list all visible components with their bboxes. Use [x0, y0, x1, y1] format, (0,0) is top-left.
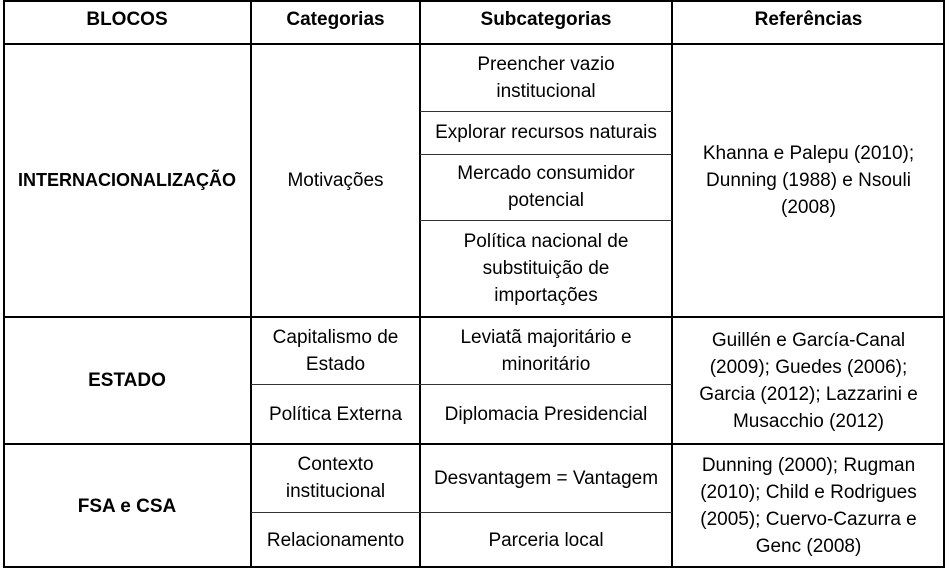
subrow-divider — [251, 512, 672, 513]
subcategory-preencher-vazio: Preencher vazio institucional — [477, 53, 615, 102]
block-estado: ESTADO — [88, 370, 166, 391]
column-divider — [250, 0, 252, 568]
category-contexto-institucional: Contexto institucional — [285, 454, 386, 502]
header-categorias: Categorias — [286, 9, 385, 30]
category-motivacoes: Motivações — [287, 170, 384, 191]
header-blocos: BLOCOS — [86, 9, 168, 30]
subcategory-desvantagem-vantagem: Desvantagem = Vantagem — [433, 467, 659, 489]
row-divider — [3, 43, 945, 45]
row-divider — [3, 443, 945, 445]
header-referencias: Referências — [754, 9, 863, 30]
references-table — [3, 0, 945, 568]
subrow-divider — [420, 220, 672, 221]
subcategory-parceria-local: Parceria local — [488, 529, 604, 551]
column-divider — [419, 0, 421, 568]
references-estado: Guillén e García-Canal (2009); Guedes (2006); Garcia (2012); Lazzarini e Musacchio (2012) — [699, 329, 918, 432]
subrow-divider — [420, 111, 672, 112]
table-border-left — [3, 0, 5, 568]
block-fsa-csa: FSA e CSA — [77, 495, 177, 517]
column-divider — [671, 0, 673, 568]
header-subcategorias: Subcategorias — [480, 9, 612, 30]
table-border-right — [943, 0, 945, 568]
subcategory-explorar-recursos: Explorar recursos naturais — [435, 122, 657, 143]
category-relacionamento: Relacionamento — [266, 529, 405, 551]
subrow-divider — [251, 384, 672, 385]
subrow-divider — [420, 154, 672, 155]
subcategory-leviata: Leviatã majoritário e minoritário — [460, 326, 632, 375]
category-capitalismo-estado: Capitalismo de Estado — [272, 326, 399, 375]
table-border-bottom — [3, 566, 945, 568]
category-politica-externa: Política Externa — [268, 403, 403, 425]
references-internacionalizacao: Khanna e Palepu (2010); Dunning (1988) e Nsouli (2008) — [702, 143, 915, 218]
subcategory-politica-nacional: Política nacional de substituição de importações — [463, 231, 629, 306]
table-border-top — [3, 0, 945, 2]
row-divider — [3, 316, 945, 318]
subcategory-mercado-consumidor: Mercado consumidor potencial — [457, 163, 635, 211]
references-fsa-csa: Dunning (2000); Rugman (2010); Child e Rodrigues (2005); Cuervo-Cazurra e Genc (2008) — [700, 455, 917, 557]
block-internacionalizacao: INTERNACIONALIZAÇÃO — [18, 170, 236, 190]
subcategory-diplomacia: Diplomacia Presidencial — [444, 403, 648, 425]
